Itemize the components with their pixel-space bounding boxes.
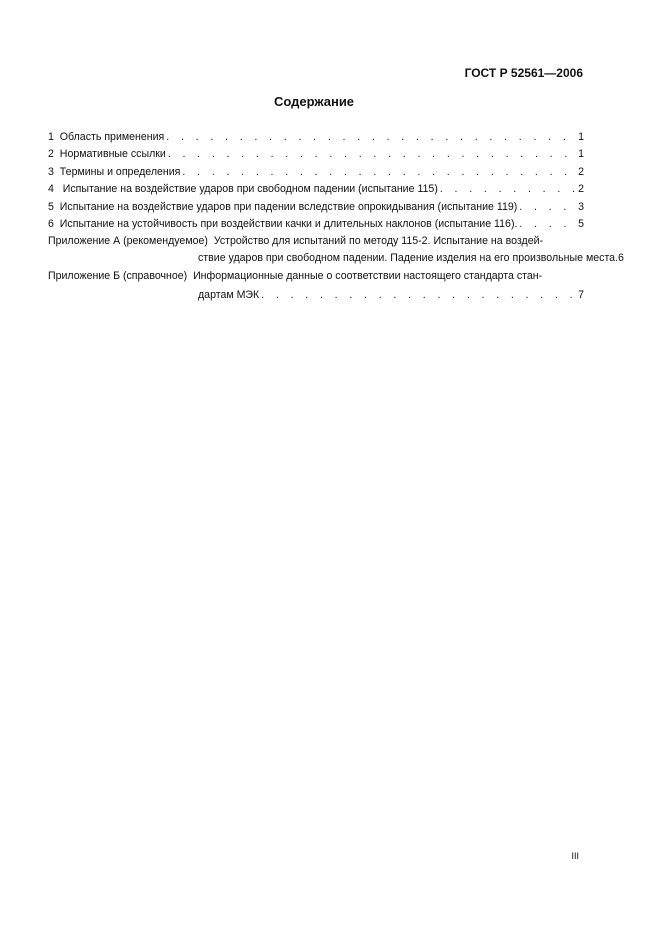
leader-dots [261, 289, 574, 302]
leader-dots [519, 201, 574, 214]
appendix-label: Приложение Б (справочное) [48, 270, 188, 282]
toc-appendix-b[interactable] [48, 268, 584, 302]
appendix-title-line1: Информационные данные о соответствии настоящего стандарта стан- [193, 270, 543, 282]
toc-title: Содержание [273, 94, 355, 109]
leader-dots [168, 148, 574, 161]
leader-dots [440, 183, 574, 196]
appendix-page: 7 [578, 289, 584, 301]
toc-entry-page: 2 [578, 183, 584, 195]
toc-entry-page: 5 [578, 218, 584, 230]
toc-entry-1[interactable] [48, 126, 584, 144]
toc-appendix-a[interactable] [48, 233, 624, 267]
toc-entry-page: 3 [578, 200, 584, 213]
toc-entry-number: 6 [48, 218, 54, 230]
leader-dots [166, 131, 574, 144]
toc-entry-title: Испытание на воздействие ударов при падении вследствие опрокидывания (испытание 119) [59, 200, 518, 213]
page-number: III [571, 851, 579, 861]
toc-entry-page: 2 [578, 165, 584, 178]
toc-entry-5[interactable] [48, 196, 584, 214]
leader-dots [182, 166, 574, 179]
toc-entry-page: 1 [578, 148, 584, 160]
toc-entry-title: Термины и определения [59, 165, 181, 178]
toc-entry-title: Область применения [59, 130, 165, 143]
appendix-title-line1: Устройство для испытаний по методу 115-2. Испытание на воздей- [213, 235, 544, 247]
toc-entry-number: 4 [48, 183, 54, 195]
toc-entry-title: Испытание на устойчивость при воздействии качки и длительных наклонов (испытание 116). [59, 218, 518, 230]
toc-entry-4[interactable] [48, 179, 584, 197]
toc-entry-number: 3 [48, 165, 54, 178]
toc-entry-2[interactable] [48, 144, 584, 162]
appendix-label: Приложение А (рекомендуемое) [48, 235, 208, 247]
toc-entry-title: Нормативные ссылки [59, 148, 166, 160]
leader-dots [519, 218, 574, 231]
table-of-contents [48, 126, 624, 302]
toc-entry-3[interactable] [48, 161, 584, 179]
toc-entry-6[interactable] [48, 214, 584, 232]
toc-entry-number: 1 [48, 130, 54, 143]
appendix-page: 6 [618, 252, 624, 264]
toc-entry-page: 1 [578, 130, 584, 143]
appendix-title-line2: дартам МЭК [198, 289, 260, 301]
appendix-title-line2: ствие ударов при свободном падении. Падение изделия на его произвольные места. [198, 252, 619, 264]
toc-entry-title: Испытание на воздействие ударов при свободном падении (испытание 115) [62, 183, 438, 195]
document-code: ГОСТ Р 52561—2006 [464, 66, 583, 80]
toc-entry-number: 2 [48, 148, 54, 160]
toc-entry-number: 5 [48, 200, 54, 213]
